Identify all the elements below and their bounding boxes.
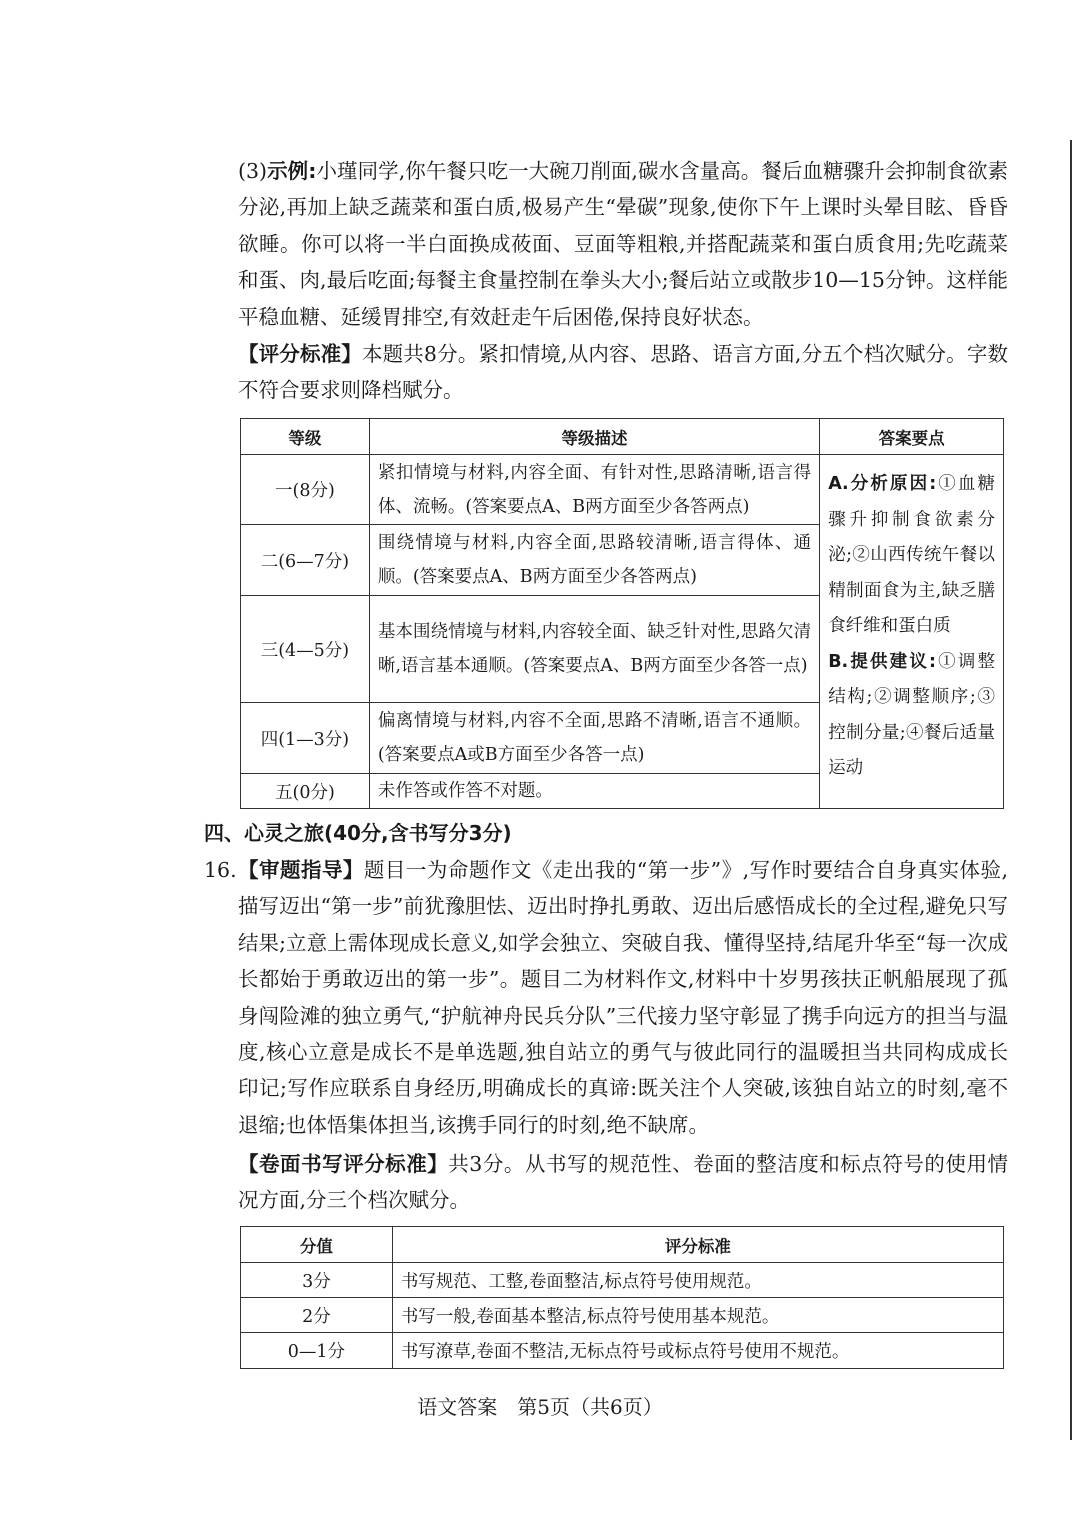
scoring-tag-2: 【卷面书写评分标准】 [238, 1152, 449, 1176]
level-cell: 三(4—5分) [241, 596, 370, 703]
binding-line [1070, 140, 1072, 1440]
table-row [241, 1333, 1004, 1369]
standard-cell: 书写潦草,卷面不整洁,无标点符号或标点符号使用不规范。 [392, 1333, 1003, 1369]
header-score: 分值 [241, 1227, 393, 1263]
point-b-label: B.提供建议: [828, 651, 936, 672]
scoring-text-1: 本题共8分。紧扣情境,从内容、思路、语言方面,分五个档次赋分。字数不符合要求则降档赋分。 [238, 342, 1008, 403]
point-b-text: ①调整结构;②调整顺序;③控制分量;④餐后适量运动 [828, 651, 995, 778]
score-cell: 0—1分 [241, 1333, 393, 1369]
description-cell: 未作答或作答不对题。 [369, 774, 819, 809]
q16-tag: 【审题指导】 [238, 858, 364, 882]
grading-table-header [241, 419, 1004, 455]
handwriting-table [240, 1226, 1004, 1369]
q15-part3-example [238, 153, 1008, 335]
page-footer: 语文答案 第5页（共6页） [417, 1395, 663, 1419]
handwriting-table-header [241, 1227, 1004, 1263]
header-description: 等级描述 [369, 419, 819, 455]
level-cell: 二(6—7分) [241, 525, 370, 596]
q16-number: 16. [204, 858, 237, 882]
description-cell: 偏离情境与材料,内容不全面,思路不清晰,语言不通顺。(答案要点A或B方面至少各答一点) [369, 703, 819, 774]
grading-table [240, 418, 1004, 809]
score-cell: 2分 [241, 1298, 393, 1333]
header-key-points: 答案要点 [820, 419, 1004, 455]
q15-part3-lead: 示例: [267, 159, 317, 183]
key-points-cell [820, 455, 1004, 809]
point-a-label: A.分析原因: [828, 474, 937, 494]
scoring-text-2: 共3分。从书写的规范性、卷面的整洁度和标点符号的使用情况方面,分三个档次赋分。 [238, 1152, 1008, 1213]
q16-text: 题目一为命题作文《走出我的“第一步”》,写作时要结合自身真实体验,描写迈出“第一步”前犹豫胆怯、迈出时挣扎勇敢、迈出后感悟成长的全过程,避免只写结果;立意上需体现成长意义,如学会独立、突破自我、懂得坚持,结尾升华至“每一次成长都始于勇敢迈出的第一步”。题目二为材料作文,材料中十岁男孩扶正帆船展现了孤身闯险滩的独立勇气,“护航神舟民兵分队”三代接力坚守彰显了携手向远方的担当与温度,核心立意是成长不是单选题,独自站立的勇气与彼此同行的温暖担当共同构成成长印记;写作应联系自身经历,明确成长的真谛:既关注个人突破,该独自站立的时刻,毫不退缩;也体悟集体担当,该携手同行的时刻,绝不缺席。 [238, 858, 1008, 1137]
header-standard: 评分标准 [392, 1227, 1003, 1263]
header-level: 等级 [241, 419, 370, 455]
scoring-standard-1 [238, 336, 1008, 409]
level-cell: 一(8分) [241, 455, 370, 525]
description-cell: 紧扣情境与材料,内容全面、有针对性,思路清晰,语言得体、流畅。(答案要点A、B两方面至少各答两点) [369, 455, 819, 525]
standard-cell: 书写规范、工整,卷面整洁,标点符号使用规范。 [392, 1263, 1003, 1298]
q16-guidance [238, 852, 1008, 1143]
score-cell: 3分 [241, 1263, 393, 1298]
q15-part3-label: (3) [238, 159, 268, 183]
table-row [241, 1298, 1004, 1333]
standard-cell: 书写一般,卷面基本整洁,标点符号使用基本规范。 [392, 1298, 1003, 1333]
table-row [241, 455, 1004, 525]
point-a-text: ①血糖骤升抑制食欲素分泌;②山西传统午餐以精制面食为主,缺乏膳食纤维和蛋白质 [828, 474, 996, 636]
scoring-tag-1: 【评分标准】 [238, 342, 362, 366]
table-row [241, 1263, 1004, 1298]
description-cell: 基本围绕情境与材料,内容较全面、缺乏针对性,思路欠清晰,语言基本通顺。(答案要点A、B两方面至少各答一点) [369, 596, 819, 703]
level-cell: 五(0分) [241, 774, 370, 809]
scoring-standard-2 [238, 1146, 1008, 1219]
q15-part3-text: 小瑾同学,你午餐只吃一大碗刀削面,碳水含量高。餐后血糖骤升会抑制食欲素分泌,再加上缺乏蔬菜和蛋白质,极易产生“晕碳”现象,使你下午上课时头晕目眩、昏昏欲睡。你可以将一半白面换成莜面、豆面等粗粮,并搭配蔬菜和蛋白质食用;先吃蔬菜和蛋、肉,最后吃面;每餐主食量控制在拳头大小;餐后站立或散步10—15分钟。这样能平稳血糖、延缓胃排空,有效赶走午后困倦,保持良好状态。 [238, 159, 1008, 329]
section-heading: 四、心灵之旅(40分,含书写分3分) [204, 821, 512, 845]
level-cell: 四(1—3分) [241, 703, 370, 774]
description-cell: 围绕情境与材料,内容全面,思路较清晰,语言得体、通顺。(答案要点A、B两方面至少各答两点) [369, 525, 819, 596]
